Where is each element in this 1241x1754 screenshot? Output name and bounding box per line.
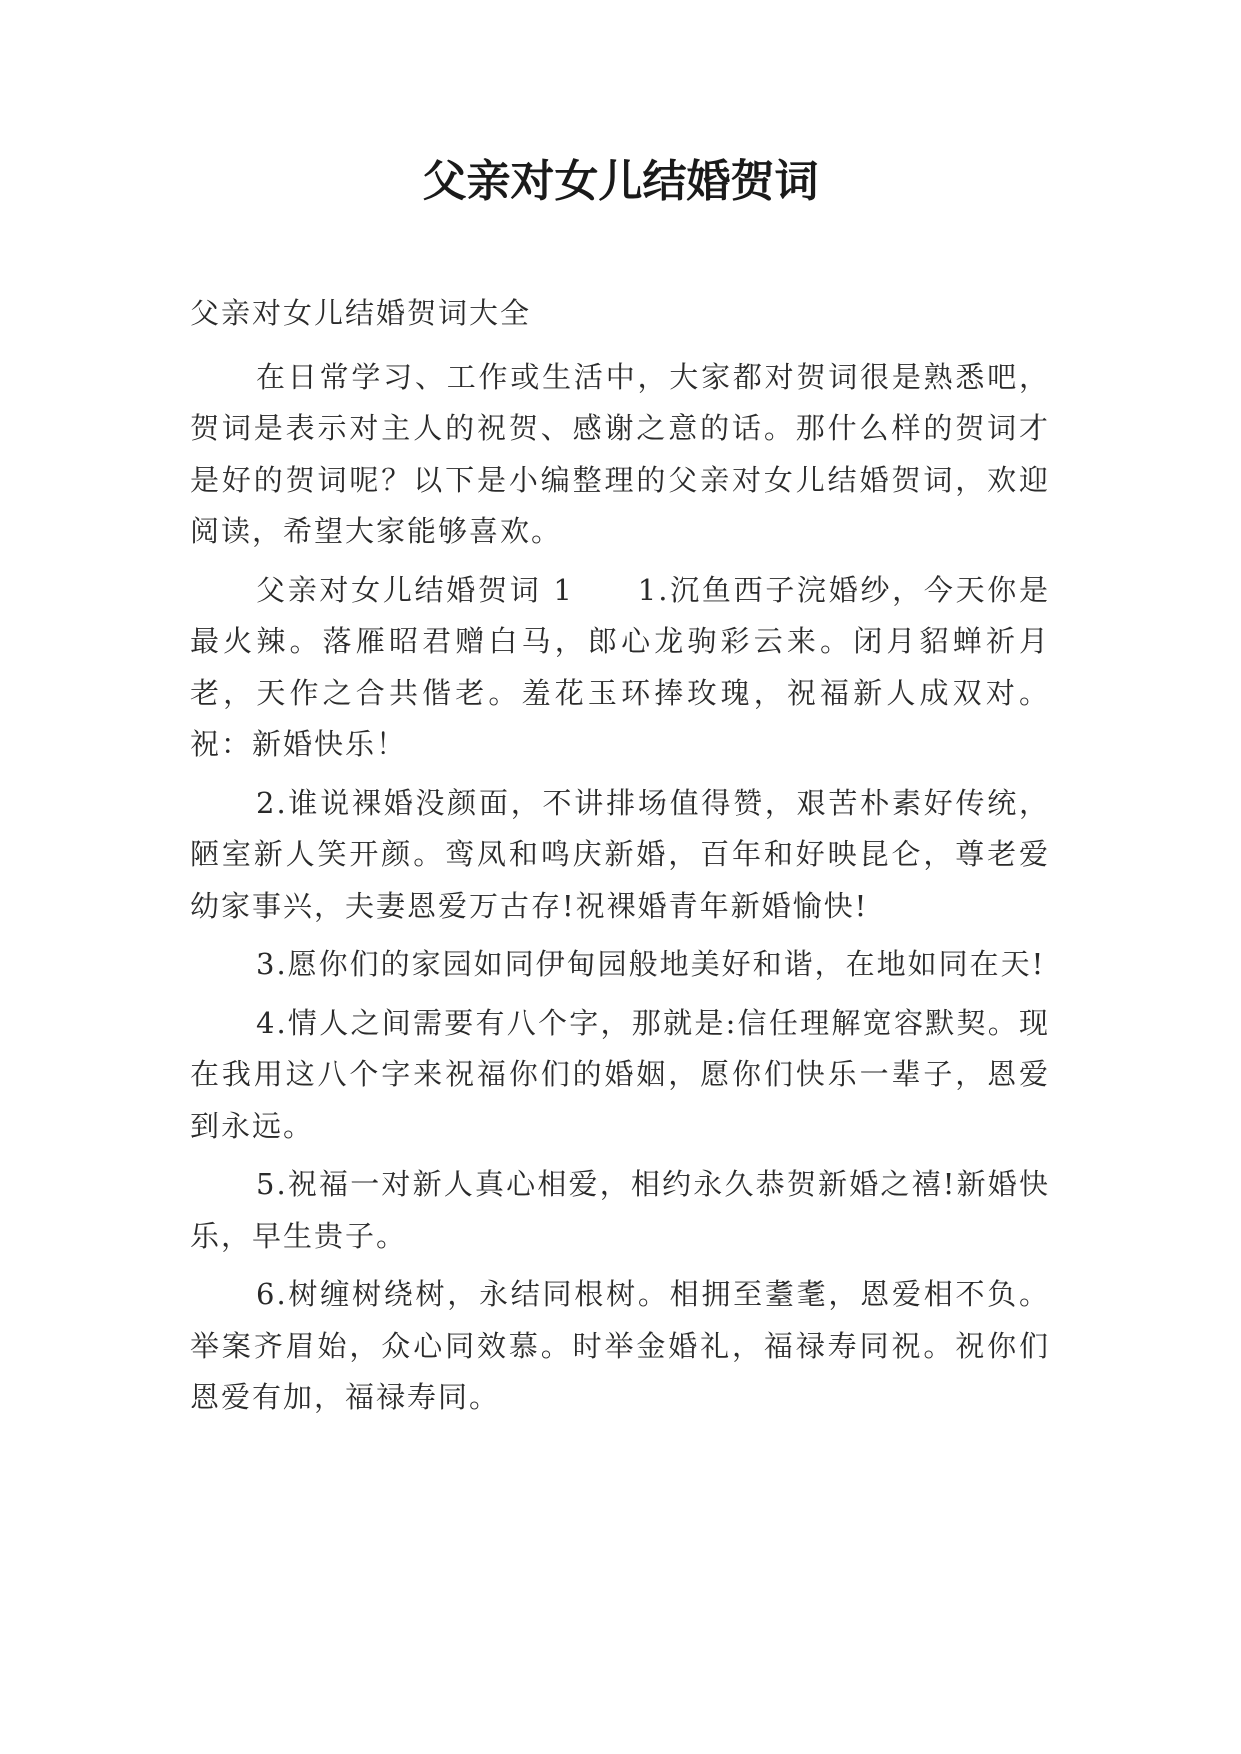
- wish-item-6: 6.树缠树绕树，永结同根树。相拥至耋耄，恩爱相不负。举案齐眉始，众心同效慕。时举金婚礼，福禄寿同祝。祝你们恩爱有加，福禄寿同。: [190, 1277, 1050, 1414]
- wish-item-3: 3.愿你们的家园如同伊甸园般地美好和谐，在地如同在天!: [256, 947, 1046, 981]
- wish-item-5: 5.祝福一对新人真心相爱，相约永久恭贺新婚之禧!新婚快乐，早生贵子。: [190, 1167, 1050, 1253]
- section-first-paragraph: [190, 565, 1050, 771]
- document-title: 父亲对女儿结婚贺词: [422, 156, 819, 207]
- document-heading: 父亲对女儿结婚贺词大全: [190, 296, 532, 330]
- section-label: 父亲对女儿结婚贺词 1: [256, 572, 574, 607]
- document-body: [190, 288, 1050, 1431]
- wish-item-4: 4.情人之间需要有八个字，那就是:信任理解宽容默契。现在我用这八个字来祝福你们的婚姻，愿你们快乐一辈子，恩爱到永远。: [190, 1005, 1050, 1143]
- wish-item-2: 2.谁说裸婚没颜面，不讲排场值得赞，艰苦朴素好传统，陋室新人笑开颜。鸾凤和鸣庆新婚，百年和好映昆仑，尊老爱幼家事兴，夫妻恩爱万古存!祝裸婚青年新婚愉快!: [190, 785, 1050, 923]
- intro-paragraph: 在日常学习、工作或生活中，大家都对贺词很是熟悉吧，贺词是表示对主人的祝贺、感谢之意的话。那什么样的贺词才是好的贺词呢？以下是小编整理的父亲对女儿结婚贺词，欢迎阅读，希望大家能够喜欢。: [190, 359, 1050, 548]
- wish-item-1: 1.沉鱼西子浣婚纱，今天你是最火辣。落雁昭君赠白马，郎心龙驹彩云来。闭月貂蝉祈月老，天作之合共偕老。羞花玉环捧玫瑰，祝福新人成双对。祝：新婚快乐！: [190, 572, 1051, 761]
